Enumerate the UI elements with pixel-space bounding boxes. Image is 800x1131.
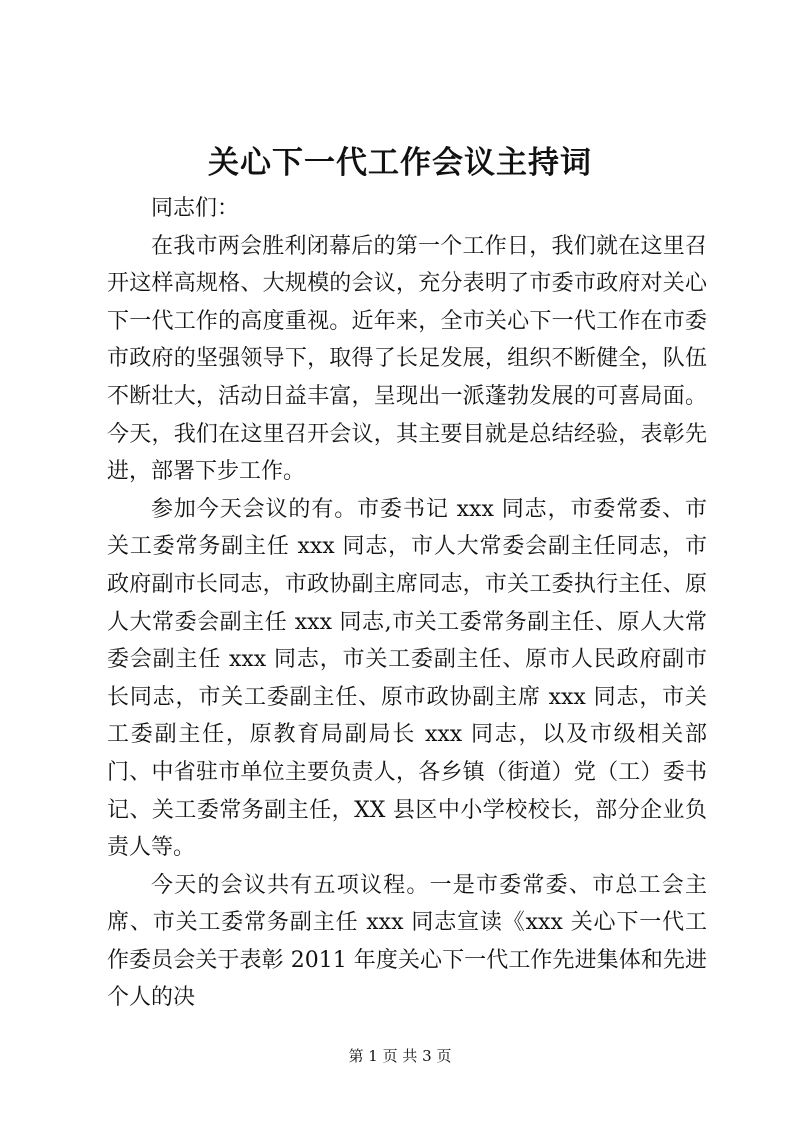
document-body xyxy=(107,190,707,1017)
paragraph-agenda: 今天的会议共有五项议程。一是市委常委、市总工会主席、市关工委常务副主任 xxx 同志宣读《xxx 关心下一代工作委员会关于表彰 2011 年度关心下一代工作先进集体和先进个人的决 xyxy=(107,872,707,1011)
page-footer: 第 1 页 共 3 页 xyxy=(348,1047,452,1065)
paragraph-opening: 在我市两会胜利闭幕后的第一个工作日，我们就在这里召开这样高规格、大规模的会议，充分表明了市委市政府对关心下一代工作的高度重视。近年来，全市关心下一代工作在市委市政府的坚强领导下，取得了长足发展，组织不断健全，队伍不断壮大，活动日益丰富，呈现出一派蓬勃发展的可喜局面。今天，我们在这里召开会议，其主要目就是总结经验，表彰先进，部署下步工作。 xyxy=(107,233,707,485)
paragraph-attendees: 参加今天会议的有。市委书记 xxx 同志，市委常委、市关工委常务副主任 xxx 同志，市人大常委会副主任同志，市政府副市长同志，市政协副主席同志，市关工委执行主任、原人大常委会副主任 xxx 同志,市关工委常务副主任、原人大常委会副主任 xxx 同志，市关工委副主任、原市人民政府副市长同志，市关工委副主任、原市政协副主席 xxx 同志，市关工委副主任，原教育局副局长 xxx 同志，以及市级相关部门、中省驻市单位主要负责人，各乡镇（街道）党（工）委书记、关工委常务副主任，XX 县区中小学校校长，部分企业负责人等。 xyxy=(107,496,707,861)
salutation: 同志们： xyxy=(151,196,240,221)
document-title: 关心下一代工作会议主持词 xyxy=(208,145,592,181)
